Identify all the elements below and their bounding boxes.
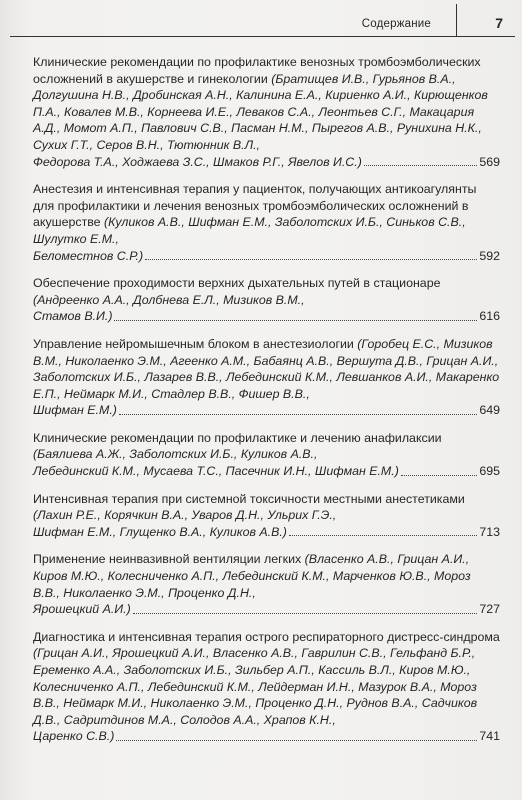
- toc-entry-last-line: [33, 154, 500, 171]
- toc-entry-authors: (Братищев И.В., Гурьянов В.А., Долгушина Н.В., Дробинская А.Н., Калинина Е.А., Кириенко А.И., Кирющенков П.А., Ковалев М.В., Корнеева И.Е., Леваков С.А., Леонтьев С.Г., Макацария А.Д., Момот А.П., Павлович С.В., Пасман Н.М., Пырегов А.В., Рунихина Н.К., Сухих Г.Т., Серов В.Н., Тютюнник В.Л.,: [33, 71, 488, 152]
- toc-entry-authors-end: Царенко С.В.): [33, 729, 115, 744]
- dot-leader: [289, 535, 477, 536]
- toc-entry-page[interactable]: 695: [479, 464, 500, 479]
- toc-entry-page[interactable]: 569: [479, 154, 500, 169]
- toc-entry-title: Управление нейромышечным блоком в анестезиологии: [33, 336, 354, 351]
- dot-leader: [119, 414, 477, 415]
- toc-entry-authors: (Власенко А.В., Грицан А.И., Киров М.Ю., Колесниченко А.П., Лебединский К.М., Марченков Ю.В., Мороз В.В., Николаенко Э.М., Проценко Д.Н.,: [33, 552, 471, 600]
- toc-entry-authors-end: Шифман Е.М., Глущенко В.А., Куликов А.В.): [33, 524, 287, 539]
- toc-entry-last-line: [33, 308, 500, 325]
- toc-entry-page[interactable]: 727: [479, 602, 500, 617]
- toc-entry-last-line: [33, 402, 500, 419]
- toc-entry-last-line: [33, 728, 500, 745]
- toc-entry[interactable]: [33, 54, 500, 170]
- toc-entry-last-line: [33, 248, 500, 265]
- running-header: [10, 0, 515, 44]
- toc-entry-page[interactable]: 592: [479, 248, 500, 263]
- toc-entry-page[interactable]: 616: [479, 309, 500, 324]
- toc-entry-body: [33, 181, 500, 247]
- toc-entry[interactable]: [33, 181, 500, 264]
- toc-entry[interactable]: [33, 430, 500, 480]
- toc-entry-page[interactable]: 741: [479, 729, 500, 744]
- toc-entry-body: [33, 336, 500, 402]
- toc-entry[interactable]: [33, 336, 500, 419]
- toc-entry[interactable]: [33, 629, 500, 745]
- dot-leader: [401, 475, 477, 476]
- toc-entry-body: [33, 491, 500, 524]
- toc-entry-last-line: [33, 463, 500, 480]
- dot-leader: [145, 259, 477, 260]
- toc-entry-body: [33, 275, 500, 308]
- header-divider: [456, 4, 457, 36]
- dot-leader: [364, 165, 477, 166]
- toc-entry[interactable]: [33, 275, 500, 325]
- toc-entry-authors-end: Лебединский К.М., Мусаева Т.С., Пасечник И.Н., Шифман Е.М.): [33, 464, 399, 479]
- toc-entry-authors: (Лахин Р.Е., Корячкин В.А., Уваров Д.Н., Ульрих Г.Э.,: [33, 508, 337, 523]
- dot-leader: [114, 320, 477, 321]
- toc-entry[interactable]: [33, 491, 500, 541]
- header-rule: [10, 36, 515, 37]
- toc-entry-authors: (Грицан А.И., Ярошецкий А.И., Власенко А.В., Гаврилин С.В., Гельфанд Б.Р., Еременко А.А., Заболотских И.Б., Зильбер А.П., Кассиль В.Л., Киров М.Ю., Колесниченко А.П., Лебединский К.М., Лейдерман И.Н., Мазурок В.А., Мороз В.В., Неймарк М.И., Николаенко Э.М., Проценко Д.Н., Руднов В.А., Садчиков Д.В., Садритдинов М.А., Солодов А.А., Храпов К.Н.,: [33, 646, 478, 727]
- toc-entry-title: Клинические рекомендации по профилактике венозных тромбоэмболических осложнений в акушерстве и гинекологии: [33, 55, 481, 86]
- toc-entry-body: [33, 54, 500, 154]
- toc-entry-title: Анестезия и интенсивная терапия у пациенток, получающих антикоагулянты для профилактики и лечения венозных тромбоэмболических осложнений в акушерстве: [33, 182, 477, 230]
- page-number: 7: [495, 15, 503, 31]
- toc-entry-authors: (Куликов А.В., Шифман Е.М., Заболотских И.Б., Синьков С.В., Шулутко Е.М.,: [33, 215, 466, 246]
- toc-entry-body: [33, 551, 500, 601]
- toc-entry-authors-end: Стамов В.И.): [33, 309, 113, 324]
- dot-leader: [133, 613, 478, 614]
- toc-entry-authors-end: Федорова Т.А., Ходжаева З.С., Шмаков Р.Г., Явелов И.С.): [33, 154, 362, 169]
- table-of-contents: [33, 54, 500, 756]
- toc-entry-title: Обеспечение проходимости верхних дыхательных путей в стационаре: [33, 276, 441, 291]
- toc-entry-authors-end: Ярошецкий А.И.): [33, 602, 131, 617]
- toc-entry-page[interactable]: 713: [479, 524, 500, 539]
- toc-entry-title: Диагностика и интенсивная терапия острого респираторного дистресс-синдрома: [33, 629, 500, 644]
- toc-entry-title: Применение неинвазивной вентиляции легких: [33, 552, 302, 567]
- section-title: Содержание: [361, 18, 431, 30]
- toc-entry-authors: (Андреенко А.А., Долбнева Е.Л., Мизиков В.М.,: [33, 292, 305, 307]
- toc-entry-title: Клинические рекомендации по профилактике и лечению анафилаксии: [33, 430, 442, 445]
- toc-entry-page[interactable]: 649: [479, 403, 500, 418]
- toc-entry-authors: (Баялиева А.Ж., Заболотских И.Б., Куликов А.В.,: [33, 447, 318, 462]
- toc-entry-authors-end: Шифман Е.М.): [33, 403, 117, 418]
- toc-entry-body: [33, 629, 500, 729]
- toc-entry-authors-end: Беломестнов С.Р.): [33, 248, 144, 263]
- toc-entry-authors: (Горобец Е.С., Мизиков В.М., Николаенко Э.М., Агеенко А.М., Бабаянц А.В., Вершута Д.В., Грицан А.И., Заболотских И.Б., Лазарев В.В., Лебединский К.М., Левшанков А.И., Макаренко Е.П., Неймарк М.И., Стадлер В.В., Фишер В.В.,: [33, 336, 500, 401]
- toc-entry-last-line: [33, 524, 500, 541]
- dot-leader: [116, 740, 477, 741]
- toc-entry-last-line: [33, 601, 500, 618]
- toc-entry-title: Интенсивная терапия при системной токсичности местными анестетиками: [33, 491, 465, 506]
- toc-entry[interactable]: [33, 551, 500, 617]
- toc-entry-body: [33, 430, 500, 463]
